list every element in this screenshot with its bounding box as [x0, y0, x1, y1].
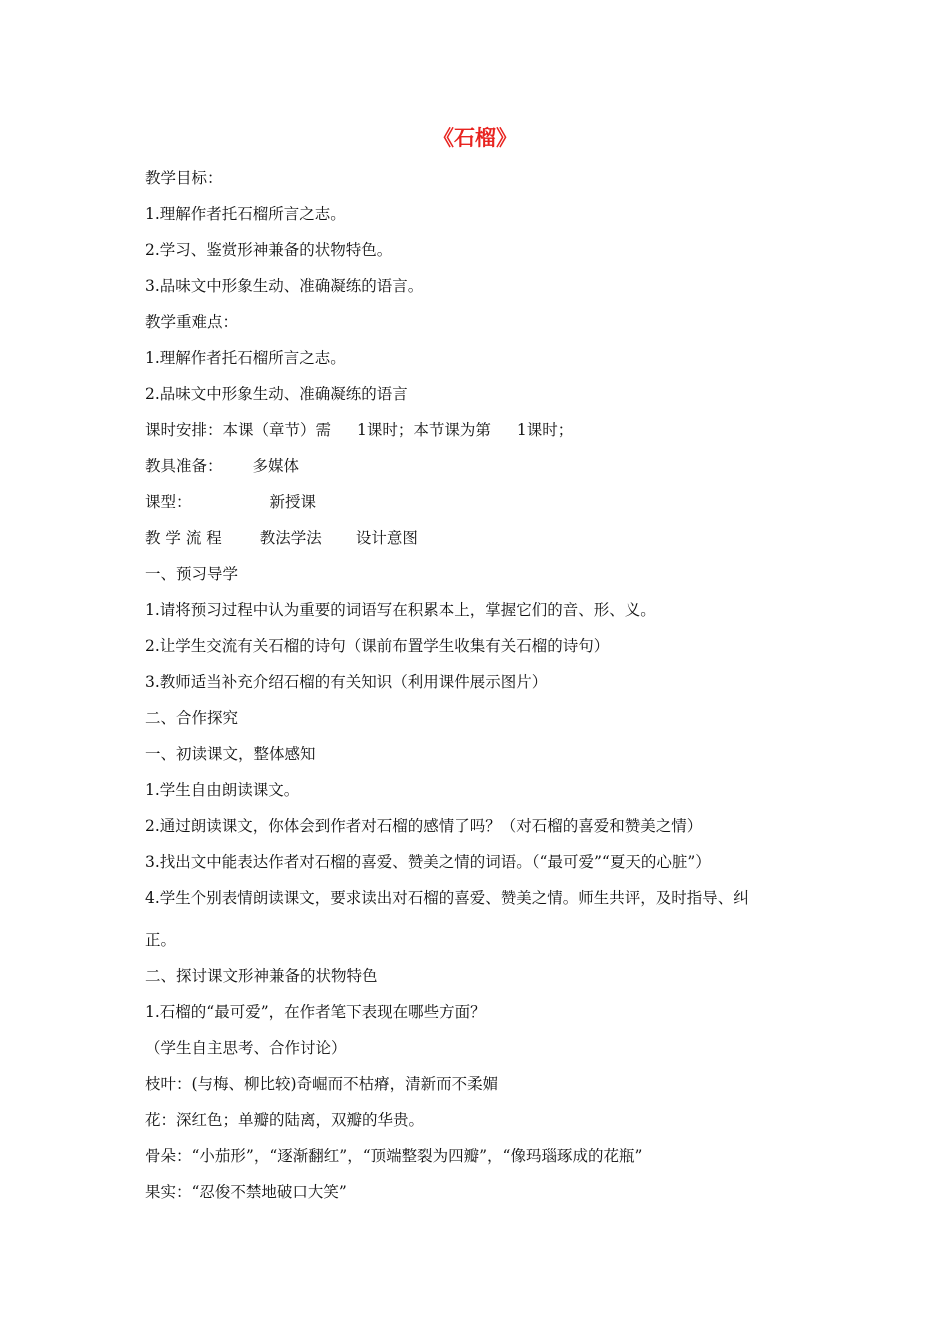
teaching-aids-value: 多媒体	[252, 457, 300, 475]
answer-buds: 骨朵：“小茄形”，“逐渐翻红”，“顶端整裂为四瓣”，“像玛瑙琢成的花瓶”	[145, 1147, 643, 1165]
reading-item: 1.学生自由朗读课文。	[145, 781, 300, 799]
preview-item: 1.请将预习过程中认为重要的词语写在积累本上，掌握它们的音、形、义。	[145, 601, 656, 619]
key-point-item: 1.理解作者托石榴所言之志。	[145, 349, 346, 367]
teaching-aids-label: 教具准备：	[145, 457, 223, 475]
schedule-label: 课时安排：本课（章节）需	[145, 421, 332, 439]
objective-item: 3.品味文中形象生动、准确凝练的语言。	[145, 277, 424, 295]
discussion-note: （学生自主思考、合作讨论）	[145, 1039, 347, 1057]
answer-flowers: 花：深红色；单瓣的陆离，双瓣的华贵。	[145, 1111, 425, 1129]
schedule-line	[145, 412, 825, 448]
lesson-type-value: 新授课	[269, 493, 317, 511]
document-body	[145, 160, 825, 1210]
teaching-aids-line	[145, 448, 825, 484]
process-header-flow: 教 学 流 程	[145, 529, 222, 547]
subsection-heading-first-reading: 一、初读课文，整体感知	[145, 745, 316, 763]
reading-item: 3.找出文中能表达作者对石榴的喜爱、赞美之情的词语。（“最可爱”“夏天的心脏”）	[145, 853, 711, 871]
reading-item: 2.通过朗读课文，你体会到作者对石榴的感情了吗？（对石榴的喜爱和赞美之情）	[145, 817, 703, 835]
reading-item-continuation: 正。	[145, 931, 177, 949]
question-item: 1.石榴的“最可爱”，在作者笔下表现在哪些方面？	[145, 1003, 486, 1021]
process-header-line	[145, 520, 825, 556]
lesson-type-label: 课型：	[145, 493, 192, 511]
objective-item: 1.理解作者托石榴所言之志。	[145, 205, 346, 223]
subsection-heading-style: 二、探讨课文形神兼备的状物特色	[145, 967, 378, 985]
schedule-current: 1课时；	[516, 421, 574, 439]
preview-item: 3.教师适当补充介绍石榴的有关知识（利用课件展示图片）	[145, 673, 548, 691]
process-header-method: 教法学法	[259, 529, 322, 547]
process-header-intent: 设计意图	[355, 529, 418, 547]
answer-fruit: 果实：“忍俊不禁地破口大笑”	[145, 1183, 347, 1201]
section-heading-preview: 一、预习导学	[145, 565, 239, 583]
document-title: 《石榴》	[433, 126, 517, 150]
section-heading-cooperation: 二、合作探究	[145, 709, 239, 727]
preview-item: 2.让学生交流有关石榴的诗句（课前布置学生收集有关石榴的诗句）	[145, 637, 610, 655]
objective-item: 2.学习、鉴赏形神兼备的状物特色。	[145, 241, 393, 259]
key-point-item: 2.品味文中形象生动、准确凝练的语言	[145, 385, 408, 403]
reading-item: 4.学生个别表情朗读课文，要求读出对石榴的喜爱、赞美之情。师生共评，及时指导、纠	[145, 889, 749, 907]
section-heading-key-points: 教学重难点：	[145, 313, 239, 331]
schedule-hours: 1课时；本节课为第	[357, 421, 491, 439]
section-heading-objectives: 教学目标：	[145, 169, 223, 187]
answer-branches-leaves: 枝叶：(与梅、柳比较)奇崛而不枯瘠，清新而不柔媚	[145, 1075, 499, 1093]
lesson-type-line	[145, 484, 825, 520]
